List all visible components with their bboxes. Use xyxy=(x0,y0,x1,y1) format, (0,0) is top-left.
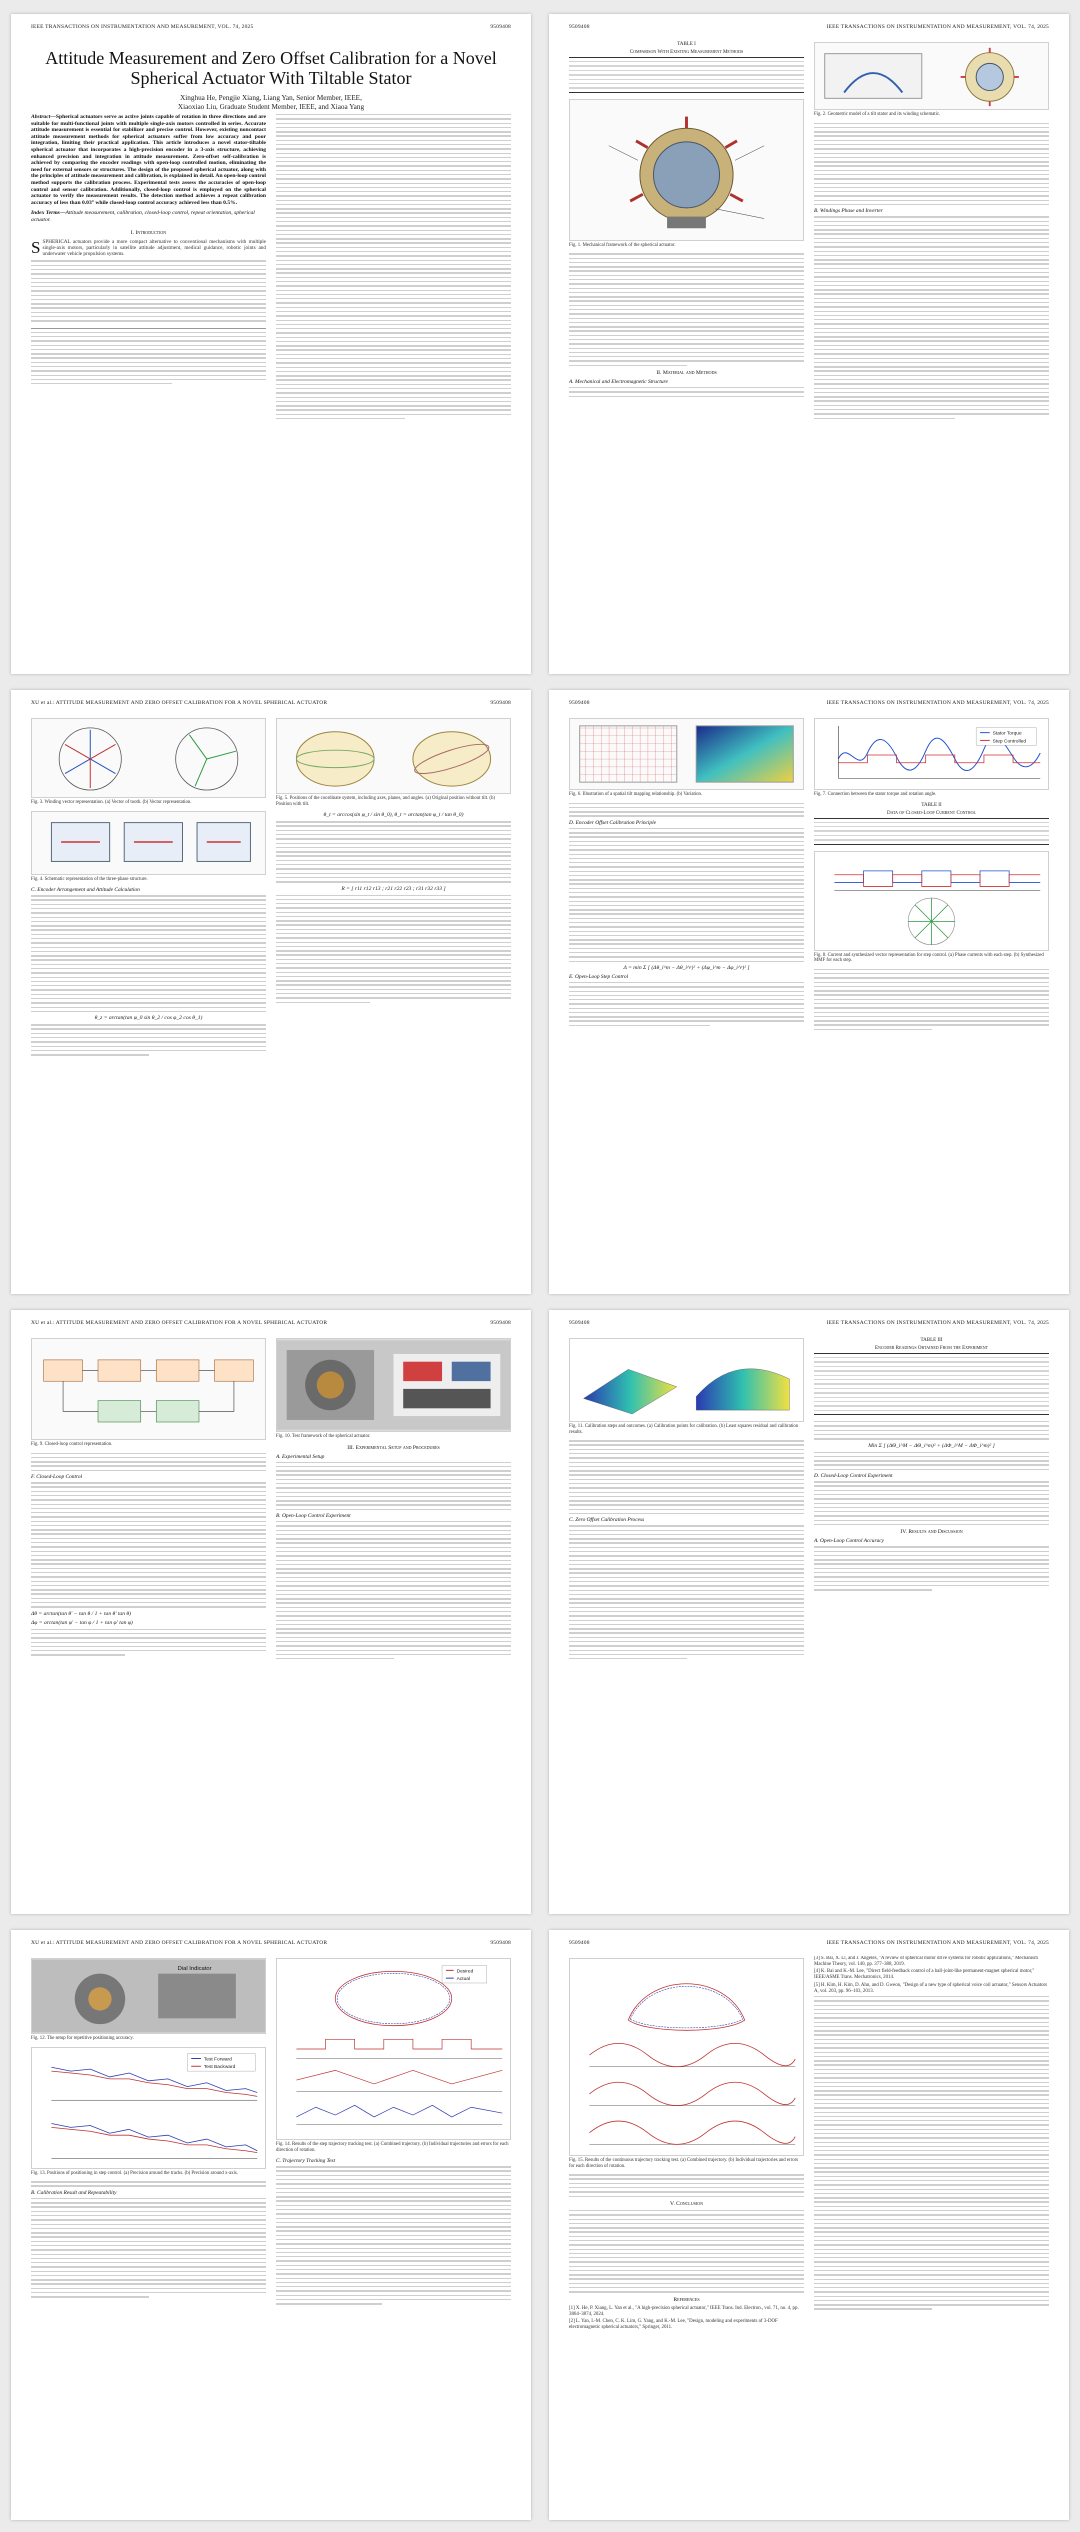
figure-2-caption: Fig. 2. Geometric model of a tilt stator and its winding schematic. xyxy=(814,112,941,117)
table-1-label: TABLE I xyxy=(677,42,696,47)
figure-4-caption: Fig. 4. Schematic representation of the three-phase structure. xyxy=(31,876,148,882)
legend-stator-torque: Stator Torque xyxy=(992,731,1022,737)
body-text xyxy=(31,260,266,321)
footnote xyxy=(31,328,266,385)
figure-3-caption: Fig. 3. Winding vector representation. (a) Vector of tooth. (b) Vector representation. xyxy=(31,800,192,805)
reference-item: [1] X. He, P. Xiang, L. Yan et al., "A high-precision spherical actuator," IEEE Trans. Ind. Electron., vol. 71, no. 4, pp. 3864–3874, 2024. xyxy=(569,2305,799,2317)
column-left xyxy=(569,40,804,660)
table-3-title: Encoder Readings Obtained From the Experiment xyxy=(874,1346,989,1351)
figure-5-caption: Fig. 5. Positions of the coordinate system, including axes, planes, and angles. (a) Original position without tilt. (b) Position with tilt. xyxy=(276,796,496,807)
section-heading: I. Introduction xyxy=(130,229,167,236)
article-number: 9509408 xyxy=(490,24,511,30)
figure-8-caption: Fig. 8. Current and synthesized vector representation for step control. (a) Phase currents with each step. (b) Synthesized MMF for each step. xyxy=(814,952,1044,964)
figure-13 xyxy=(31,2047,266,2169)
column-left xyxy=(569,1956,804,2506)
page-header: XU et al.: ATTITUDE MEASUREMENT AND ZERO OFFSET CALIBRATION FOR A NOVEL SPHERICAL ACTUATOR 9509408 xyxy=(31,1940,511,1946)
page-1 xyxy=(11,14,531,674)
figure-9-caption: Fig. 9. Closed-loop control representation. xyxy=(31,1442,113,1447)
three-phase-schematic xyxy=(32,812,265,874)
page-header: 9509408 IEEE TRANSACTIONS ON INSTRUMENTATION AND MEASUREMENT, VOL. 74, 2025 xyxy=(569,24,1049,30)
reference-text xyxy=(814,1996,1049,2310)
paper-title: Attitude Measurement and Zero Offset Calibration for a Novel Spherical Actuator With Tiltable Stator xyxy=(45,48,497,88)
table-2-label: TABLE II xyxy=(921,802,942,808)
subsection-heading: B. Open-Loop Control Experiment xyxy=(276,1513,351,1520)
body-text xyxy=(569,2174,804,2197)
page-header: XU et al.: ATTITUDE MEASUREMENT AND ZERO OFFSET CALIBRATION FOR A NOVEL SPHERICAL ACTUATOR 9509408 xyxy=(31,1320,511,1326)
winding-vector-diagram xyxy=(32,719,265,797)
body-text xyxy=(814,1452,1049,1471)
body-text xyxy=(276,821,511,882)
page-header: 9509408 IEEE TRANSACTIONS ON INSTRUMENTATION AND MEASUREMENT, VOL. 74, 2025 xyxy=(569,1940,1049,1946)
body-text xyxy=(814,1421,1049,1440)
body-text xyxy=(31,895,266,1012)
legend-desired: Desired xyxy=(456,1969,474,1975)
body-text xyxy=(569,2210,804,2293)
figure-10-caption: Fig. 10. Test framework of the spherical actuator. xyxy=(276,1434,371,1439)
body-text xyxy=(31,1453,266,1472)
figure-7-caption: Fig. 7. Connection between the stator torque and rotation angle. xyxy=(814,792,937,797)
page-header: 9509408 IEEE TRANSACTIONS ON INSTRUMENTATION AND MEASUREMENT, VOL. 74, 2025 xyxy=(569,1320,1049,1326)
equation-3: R = [ r11 r12 r13 ; r21 r22 r23 ; r31 r32 r33 ] xyxy=(341,885,446,892)
body-text xyxy=(569,803,804,817)
column-right xyxy=(276,1956,511,2506)
reference-item: [5] H. Kim, H. Kim, D. Ahn, and D. Gweon, "Design of a new type of spherical voice coil actuator," Sensors Actuators A, vol. 203, pp. 96–103, 2013. xyxy=(814,1982,1048,1994)
figure-8 xyxy=(814,851,1049,951)
tilt-mapping-heatmap xyxy=(570,719,803,789)
legend-actual: Actual xyxy=(456,1977,471,1983)
column-left xyxy=(569,716,804,1280)
body-text xyxy=(276,1462,511,1510)
body-text xyxy=(814,216,1049,419)
figure-15 xyxy=(569,1958,804,2156)
body-text xyxy=(31,1482,266,1608)
subsection-heading: C. Encoder Arrangement and Attitude Calculation xyxy=(31,887,140,894)
column-left xyxy=(31,1336,266,1900)
subsection-heading: D. Closed-Loop Control Experiment xyxy=(814,1473,893,1480)
subsection-heading: B. Windings Phase and Inverter xyxy=(814,208,883,215)
step-trajectory-plot xyxy=(277,1959,510,2139)
figure-6 xyxy=(569,718,804,790)
subsection-heading: D. Encoder Offset Calibration Principle xyxy=(569,819,656,826)
column-right xyxy=(814,716,1049,1280)
body-text xyxy=(276,1521,511,1659)
column-left xyxy=(31,114,266,660)
column-left xyxy=(31,1956,266,2506)
index-terms: Index Terms—Attitude measurement, calibration, closed-loop control, repeat orientation, spherical actuator. xyxy=(31,210,255,223)
page-4 xyxy=(549,690,1069,1294)
figure-13-caption: Fig. 13. Positions of positioning in step control. (a) Precision around the tracks. (b) Precision around x-axis. xyxy=(31,2170,238,2176)
page-7 xyxy=(11,1930,531,2520)
reference-list xyxy=(814,1956,1049,1994)
subsection-heading: E. Open-Loop Step Control xyxy=(569,973,629,980)
section-heading: References xyxy=(673,2296,700,2303)
body-text xyxy=(569,1525,804,1659)
section-heading: IV. Results and Discussion xyxy=(900,1529,963,1536)
figure-3 xyxy=(31,718,266,798)
page-2 xyxy=(549,14,1069,674)
body-text xyxy=(814,1481,1049,1525)
legend-test-forward: Test Forward xyxy=(203,2057,232,2063)
column-right xyxy=(276,114,511,660)
figure-11-caption: Fig. 11. Calibration steps and outcomes. (a) Calibration points for calibration. (b) Least squares residual and calibration results. xyxy=(569,1424,799,1435)
equation-block: Δθ = arctan(tan θ′ − tan θ / 1 + tan θ′ tan θ) xyxy=(31,1610,132,1617)
positioning-accuracy-plot xyxy=(32,2048,265,2168)
reference-item: [2] L. Yan, I.-M. Chen, C. K. Lim, G. Yang, and K.-M. Lee, "Design, modeling and experiments of 3-DOF electromagnetic spherical actuators," Springer, 2011. xyxy=(569,2319,778,2330)
page-header: 9509408 IEEE TRANSACTIONS ON INSTRUMENTATION AND MEASUREMENT, VOL. 74, 2025 xyxy=(569,700,1049,706)
column-left xyxy=(569,1336,804,1900)
test-bench-photo xyxy=(277,1339,510,1431)
subsection-heading: F. Closed-Loop Control xyxy=(31,1474,83,1481)
table-2 xyxy=(814,818,1049,845)
legend-step-controlled: Step Controlled xyxy=(992,739,1027,745)
figure-12 xyxy=(31,1958,266,2034)
figure-14 xyxy=(276,1958,511,2140)
body-text xyxy=(814,969,1049,1030)
column-right xyxy=(276,716,511,1280)
section-heading: V. Conclusion xyxy=(670,2200,703,2207)
figure-14-caption: Fig. 14. Results of the step trajectory tracking test. (a) Combined trajectory. (b) Individual trajectories and errors for each direction of rotation. xyxy=(276,2142,509,2153)
figure-1-caption: Fig. 1. Mechanical framework of the spherical actuator. xyxy=(569,242,676,248)
column-right xyxy=(814,40,1049,660)
continuous-trajectory-plot xyxy=(570,1959,803,2155)
body-text xyxy=(276,114,511,419)
figure-7 xyxy=(814,718,1049,790)
column-right xyxy=(276,1336,511,1900)
coordinate-system-diagram xyxy=(277,719,510,793)
reference-item: [4] K. Bai and K.-M. Lee, "Direct field-feedback control of a ball-joint-like permanent-magnet spherical motor," IEEE/ASME Trans. Mechatronics, 2014. xyxy=(814,1969,1035,1981)
equation-block-3: Min Σ [ (ΔΘ_i^M − ΔΘ_i^m)² + (ΔΦ_i^M − ΔΦ_i^m)² ] xyxy=(868,1442,995,1449)
figure-10 xyxy=(276,1338,511,1432)
column-right xyxy=(814,1956,1049,2506)
journal-name: IEEE TRANSACTIONS ON INSTRUMENTATION AND MEASUREMENT, VOL. 74, 2025 xyxy=(31,24,254,30)
dial-indicator-label: Dial Indicator xyxy=(177,1965,212,1972)
page-header xyxy=(31,24,511,30)
reference-item: [3] S. Bai, X. Li, and J. Angeles, "A review of spherical motor drive systems for robotic applications," Mechanism Machine Theory, vol. 140, pp. 377–388, 2019. xyxy=(814,1956,1038,1967)
body-text xyxy=(31,2198,266,2298)
figure-11 xyxy=(569,1338,804,1422)
subsection-heading: A. Open-Loop Control Accuracy xyxy=(814,1538,885,1545)
body-text xyxy=(814,123,1049,206)
subsection-heading: C. Zero Offset Calibration Process xyxy=(569,1517,645,1524)
table-3-label: TABLE III xyxy=(920,1338,943,1343)
figure-4 xyxy=(31,811,266,875)
figure-1 xyxy=(569,99,804,241)
subsection-heading: A. Experimental Setup xyxy=(276,1453,325,1460)
abstract: Abstract—Spherical actuators serve as active joints capable of rotation in three directions and are suitable for multi-functional joints with multiple single-axis motors controlled in series. Accurate attitude measurement is essential for stabilizer and precise control. However, existing noncontact attitude measurement methods for spherical actuators suffer from low accuracy and poor integration, limiting their practical application. This article introduces a novel stator-tiltable spherical actuator that incorporates a high-precision encoder in a 3-axis structure, achieving enhanced precision and integration in attitude measurement. Zero-offset self-calibration is achieved by comparing the encoder readings with open-loop controlled motion, eliminating the need for external sensors or structures. The design of the proposed spherical actuator, along with the principles of attitude measurement and calibration, is explained in detail. An open-loop control method supports the calibration process. Experimental tests assess the accuracies of open-loop control and sensor calibration. Additionally, closed-loop control is employed on the spherical actuator to verify the measurement results. The detection method achieves a repeat calibration accuracy of less than 0.03° while closed-loop control accuracy achieved less than 0.5%. xyxy=(31,114,266,206)
figure-5 xyxy=(276,718,511,794)
table-1-title: Comparison With Existing Measurement Methods xyxy=(629,50,744,55)
legend-test-backward: Test Backward xyxy=(203,2064,236,2070)
figure-12-caption: Fig. 12. The setup for repetitive positioning accuracy. xyxy=(31,2036,134,2041)
subsection-heading: C. Trajectory Tracking Test xyxy=(276,2158,336,2165)
actuator-mechanical-diagram xyxy=(570,100,803,240)
reference-list xyxy=(569,2306,804,2331)
equation-4: Δ = min Σ [ (Δθ_i^m − Δθ_i^r)² + (Δφ_i^m − Δφ_i^r)² ] xyxy=(623,964,750,971)
body-text xyxy=(569,828,804,962)
body-text xyxy=(814,1546,1049,1590)
body-text xyxy=(276,895,511,1003)
body-text xyxy=(31,2181,266,2187)
figure-15-caption: Fig. 15. Results of the continuous trajectory tracking test. (a) Combined trajectory. (b) Individual trajectories and errors for each direction of rotation. xyxy=(569,2158,799,2169)
page-6 xyxy=(549,1310,1069,1914)
equation-block-2: Δφ = arctan(tan φ′ − tan φ / 1 + tan φ′ tan φ) xyxy=(31,1619,133,1626)
section-heading: III. Experimental Setup and Procedures xyxy=(347,1444,440,1451)
equation-2: θ_z = arctan(tan φ_0 sin θ_2 / cos φ_2 cos θ_1) xyxy=(94,1015,203,1022)
page-5 xyxy=(11,1310,531,1914)
repeatability-setup-photo xyxy=(32,1959,265,2033)
subsection-heading: B. Calibration Result and Repeatability xyxy=(31,2189,117,2196)
intro-paragraph: SSPHERICAL actuators provide a more compact alternative to conventional mechanisms with multiple single-axis motors, particularly in satellite attitude adjustment, medical guidance, robotic joints and underwater vehicle propulsion systems. xyxy=(31,237,266,258)
table-1 xyxy=(569,57,804,93)
equation-1: θ_t = arccos(sin φ_t / sin θ_0), θ_t = arctan(tan φ_t / tan θ_0) xyxy=(323,812,464,819)
table-3 xyxy=(814,1353,1049,1415)
tilt-stator-diagram xyxy=(815,43,1048,109)
column-left xyxy=(31,716,266,1280)
closed-loop-block-diagram xyxy=(32,1339,265,1439)
page-header: XU et al.: ATTITUDE MEASUREMENT AND ZERO OFFSET CALIBRATION FOR A NOVEL SPHERICAL ACTUATOR 9509408 xyxy=(31,700,511,706)
body-text xyxy=(276,2166,511,2304)
column-right xyxy=(814,1336,1049,1900)
subsection-heading: A. Mechanical and Electromagnetic Structure xyxy=(569,379,668,386)
body-text xyxy=(569,253,804,366)
section-heading: II. Material and Methods xyxy=(656,370,717,377)
calibration-surface-plot xyxy=(570,1339,803,1421)
torque-angle-plot xyxy=(815,719,1048,789)
table-2-title: Data of Closed-Loop Current Control xyxy=(886,810,977,816)
figure-6-caption: Fig. 6. Illustration of a spatial tilt mapping relationship. (b) Variation. xyxy=(569,792,703,797)
author-list: Xinghua He, Pengjie Xiang, Liang Yan, Senior Member, IEEE, Xiaoxiao Liu, Graduate Student Member, IEEE, and Xiaoa Yang xyxy=(177,94,365,111)
body-text xyxy=(569,1440,804,1514)
figure-2 xyxy=(814,42,1049,110)
page-3 xyxy=(11,690,531,1294)
phase-current-plot xyxy=(815,852,1048,950)
figure-9 xyxy=(31,1338,266,1440)
page-8 xyxy=(549,1930,1069,2520)
